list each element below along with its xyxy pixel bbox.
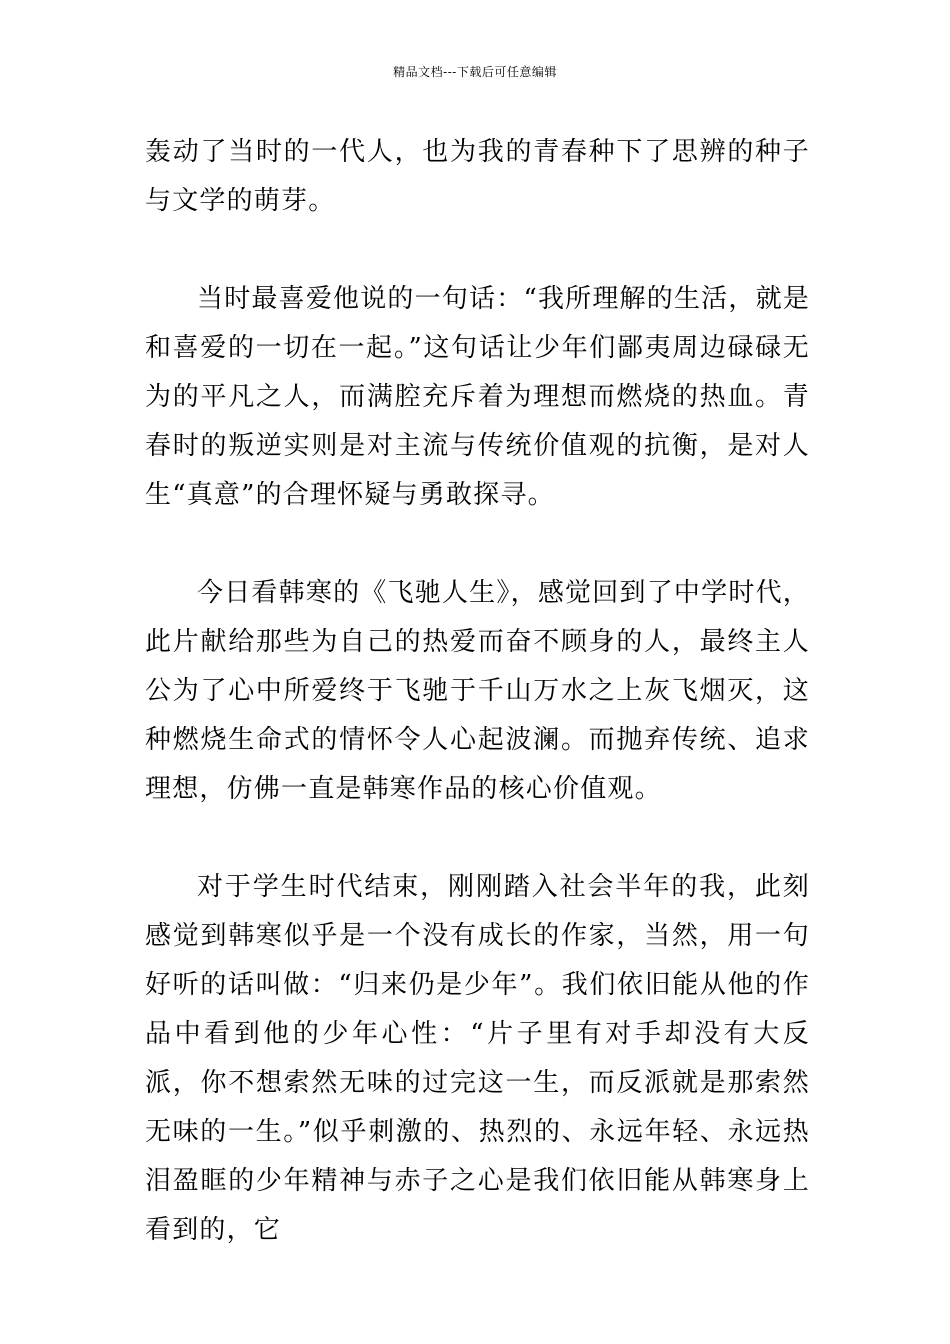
- paragraph-1: 轰动了当时的一代人，也为我的青春种下了思辨的种子与文学的萌芽。: [145, 137, 810, 216]
- paragraph-3: 今日看韩寒的《飞驰人生》，感觉回到了中学时代，此片献给那些为自己的热爱而奋不顾身的人，最终主人公为了心中所爱终于飞驰于千山万水之上灰飞烟灭，这种燃烧生命式的情怀令人心起波澜。而抛弃传统、追求理想，仿佛一直是韩寒作品的核心价值观。: [145, 578, 810, 804]
- paragraph-4: 对于学生时代结束，刚刚踏入社会半年的我，此刻感觉到韩寒似乎是一个没有成长的作家，当然，用一句好听的话叫做：“归来仍是少年”。我们依旧能从他的作品中看到他的少年心性：“片子里有对手却没有大反派，你不想索然无味的过完这一生，而反派就是那索然无味的一生。”似乎刺激的、热烈的、永远年轻、永远热泪盈眶的少年精神与赤子之心是我们依旧能从韩寒身上看到的，它: [145, 872, 810, 1245]
- paragraph-gap: [145, 814, 810, 863]
- paragraph-gap: [145, 520, 810, 569]
- paragraph-gap: [145, 226, 810, 275]
- document-body: [145, 128, 810, 1255]
- page-header: 精品文档---下载后可任意编辑: [393, 65, 557, 79]
- paragraph-2: 当时最喜爱他说的一句话：“我所理解的生活，就是和喜爱的一切在一起。”这句话让少年们鄙夷周边碌碌无为的平凡之人，而满腔充斥着为理想而燃烧的热血。青春时的叛逆实则是对主流与传统价值观的抗衡，是对人生“真意”的合理怀疑与勇敢探寻。: [145, 284, 810, 510]
